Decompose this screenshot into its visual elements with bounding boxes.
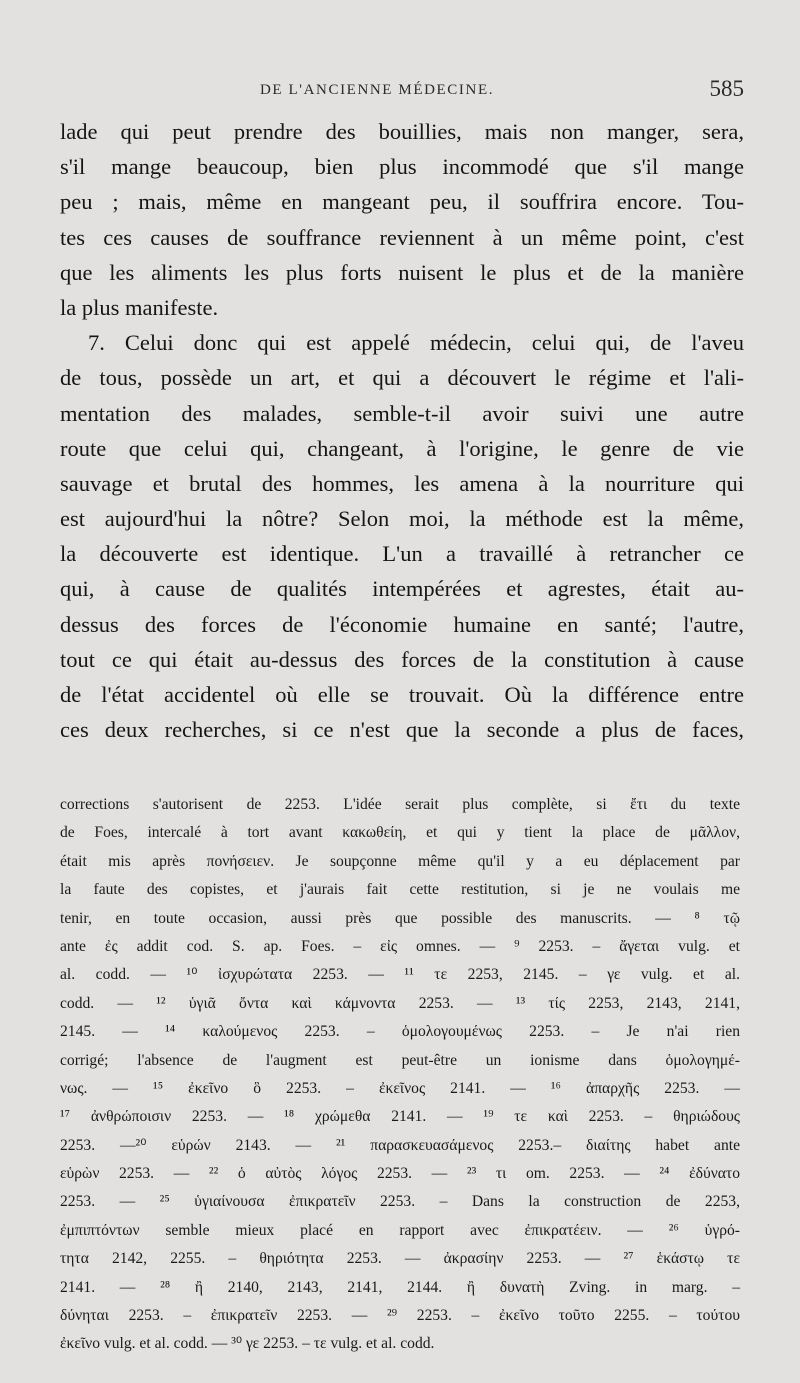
body-line: mentation des malades, semble-t-il avoir suivi une autre xyxy=(60,400,744,426)
footnote-line: de Foes, intercalé à tort avant κακωθείη, et qui y tient la place de μᾶλλον, xyxy=(60,824,740,842)
body-line: ces deux recherches, si ce n'est que la seconde a plus de faces, xyxy=(60,717,744,743)
footnotes xyxy=(60,791,740,1359)
footnote-line: δύνηται 2253. – ἐπικρατεῖν 2253. — ²⁹ 2253. – ἐκεῖνο τοῦτο 2255. – τούτου xyxy=(60,1307,740,1325)
footnote-line: corrigé; l'absence de l'augment est peut-être un ionisme dans ὁμολογημέ- xyxy=(60,1051,740,1069)
footnote-line: ante ἐς addit cod. S. ap. Foes. – εἰς omnes. — ⁹ 2253. – ἄγεται vulg. et xyxy=(60,937,740,955)
footnote-line: tenir, en toute occasion, aussi près que possible des manuscrits. — ⁸ τῷ xyxy=(60,909,740,927)
footnote-line: 2145. — ¹⁴ καλούμενος 2253. – ὁμολογουμένως 2253. – Je n'ai rien xyxy=(60,1023,740,1041)
main-text xyxy=(60,114,744,747)
running-title: DE L'ANCIENNE MÉDECINE. xyxy=(260,82,495,98)
footnote-line: corrections s'autorisent de 2253. L'idée serait plus complète, si ἔτι du texte xyxy=(60,796,740,813)
body-line: qui, à cause de qualités intempérées et agrestes, était au- xyxy=(60,576,744,602)
footnote-line: la faute des copistes, et j'aurais fait cette restitution, si je ne voulais me xyxy=(60,881,740,899)
footnote-line: εὑρὼν 2253. — ²² ὁ αὐτὸς λόγος 2253. — ²³ τι om. 2253. — ²⁴ ἐδύνατο xyxy=(60,1165,740,1183)
footnote-line: νως. — ¹⁵ ἐκεῖνο ὃ 2253. – ἐκεῖνος 2141. — ¹⁶ ἀπαρχῆς 2253. — xyxy=(60,1079,740,1097)
footnote-line: 2141. — ²⁸ ἢ 2140, 2143, 2141, 2144. ἢ δυνατὴ Zving. in marg. – xyxy=(60,1278,740,1296)
footnote-line: al. codd. — ¹⁰ ἰσχυρώτατα 2253. — ¹¹ τε 2253, 2145. – γε vulg. et al. xyxy=(60,966,740,984)
body-line: que les aliments les plus forts nuisent le plus et de la manière xyxy=(60,259,744,285)
footnote-line: 2253. — ²⁵ ὑγιαίνουσα ἐπικρατεῖν 2253. – Dans la construction de 2253, xyxy=(60,1193,740,1211)
body-line: de l'état accidentel où elle se trouvait. Où la différence entre xyxy=(60,682,744,707)
body-line: de tous, possède un art, et qui a découvert le régime et l'ali- xyxy=(60,365,744,391)
footnote-line: codd. — ¹² ὑγιᾶ ὄντα καὶ κάμνοντα 2253. — ¹³ τίς 2253, 2143, 2141, xyxy=(60,994,740,1012)
body-line: la plus manifeste. xyxy=(60,294,219,320)
body-line: lade qui peut prendre des bouillies, mais non manger, sera, xyxy=(60,119,744,144)
page-number: 585 xyxy=(709,76,744,101)
footnote-line: ¹⁷ ἀνθρώποισιν 2253. — ¹⁸ χρώμεθα 2141. — ¹⁹ τε καὶ 2253. – θηριώδους xyxy=(60,1108,740,1126)
footnote-line: 2253. —²⁰ εὑρών 2143. — ²¹ παρασκευασάμενος 2253.– διαίτης habet ante xyxy=(60,1136,740,1154)
footnote-line: ἐμπιπτόντων semble mieux placé en rapport avec ἐπικρατέειν. — ²⁶ ὑγρό- xyxy=(60,1221,740,1239)
footnote-line: était mis après πονήσειεν. Je soupçonne même qu'il y a eu déplacement par xyxy=(60,852,740,870)
body-line: route que celui qui, changeant, à l'origine, le genre de vie xyxy=(60,435,744,461)
body-line: la découverte est identique. L'un a travaillé à retrancher ce xyxy=(60,541,744,567)
footnote-line: ἐκεῖνο vulg. et al. codd. — ³⁰ γε 2253. – τε vulg. et al. codd. xyxy=(60,1335,435,1353)
body-line: est aujourd'hui la nôtre? Selon moi, la méthode est la même, xyxy=(60,506,744,532)
body-line: tes ces causes de souffrance reviennent à un même point, c'est xyxy=(60,224,744,250)
body-line: sauvage et brutal des hommes, les amena à la nourriture qui xyxy=(60,470,744,496)
body-line: 7. Celui donc qui est appelé médecin, celui qui, de l'aveu xyxy=(88,330,744,356)
body-line: tout ce qui était au-dessus des forces de la constitution à cause xyxy=(60,646,744,672)
body-line: peu ; mais, même en mangeant peu, il souffrira encore. Tou- xyxy=(60,189,744,215)
page-header xyxy=(60,76,744,106)
body-line: dessus des forces de l'économie humaine en santé; l'autre, xyxy=(60,611,744,637)
footnote-line: τητα 2142, 2255. – θηριότητα 2253. — ἀκρασίην 2253. — ²⁷ ἑκάστῳ τε xyxy=(60,1250,740,1268)
body-line: s'il mange beaucoup, bien plus incommodé que s'il mange xyxy=(60,154,744,180)
